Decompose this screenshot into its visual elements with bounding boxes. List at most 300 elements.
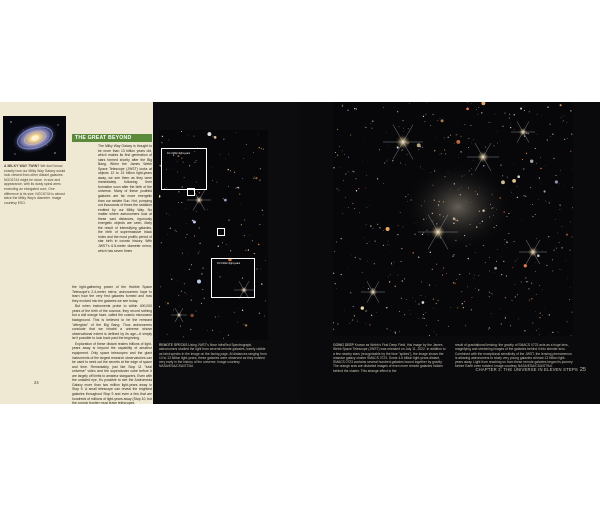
caption-remote-specks xyxy=(159,343,268,369)
star xyxy=(453,282,454,283)
star xyxy=(444,176,445,177)
star xyxy=(464,235,465,236)
star xyxy=(357,321,358,322)
star xyxy=(552,270,553,271)
star xyxy=(335,157,336,158)
star xyxy=(450,135,451,136)
star xyxy=(367,281,368,282)
star xyxy=(401,298,402,299)
star xyxy=(496,225,497,226)
star xyxy=(562,226,563,227)
star xyxy=(220,154,221,155)
star xyxy=(207,330,208,331)
star xyxy=(560,205,561,206)
star xyxy=(559,269,560,270)
star xyxy=(461,187,462,188)
star xyxy=(549,124,550,125)
star xyxy=(166,213,167,214)
star xyxy=(570,222,571,223)
star xyxy=(383,183,384,184)
left-page xyxy=(0,102,300,404)
star xyxy=(526,281,527,282)
star xyxy=(261,283,262,284)
star xyxy=(514,284,515,285)
star xyxy=(509,117,510,118)
star xyxy=(199,192,200,193)
star xyxy=(561,247,562,248)
star xyxy=(529,299,530,300)
star xyxy=(342,213,343,214)
star xyxy=(426,325,427,326)
star xyxy=(492,207,493,208)
star xyxy=(427,102,428,103)
star xyxy=(257,269,258,270)
star xyxy=(388,241,389,242)
star xyxy=(517,186,518,187)
star xyxy=(470,244,471,245)
star xyxy=(399,311,400,312)
star xyxy=(488,329,489,330)
star xyxy=(524,110,525,111)
star xyxy=(259,313,260,314)
star xyxy=(409,103,410,104)
star xyxy=(490,122,491,123)
star xyxy=(333,167,334,168)
star xyxy=(501,319,502,320)
star xyxy=(448,137,449,138)
star xyxy=(555,180,558,183)
star xyxy=(223,338,224,339)
star xyxy=(189,269,190,270)
star xyxy=(262,210,263,211)
star xyxy=(339,146,340,147)
star xyxy=(462,176,463,177)
star xyxy=(167,234,168,235)
star xyxy=(535,148,536,149)
star xyxy=(438,300,439,301)
star xyxy=(556,175,557,176)
star xyxy=(500,197,501,198)
star xyxy=(463,307,464,308)
star xyxy=(337,324,338,325)
star xyxy=(160,286,161,287)
star xyxy=(440,118,441,119)
star xyxy=(425,114,426,115)
star xyxy=(340,167,341,168)
star xyxy=(236,188,237,189)
star xyxy=(434,150,435,151)
sidebar xyxy=(0,102,70,404)
star xyxy=(258,134,259,135)
star xyxy=(354,108,355,109)
star xyxy=(555,219,556,220)
star xyxy=(367,310,368,311)
star xyxy=(365,127,366,128)
star xyxy=(526,153,527,154)
star xyxy=(560,170,561,171)
star xyxy=(469,273,470,274)
star xyxy=(506,276,507,277)
star xyxy=(352,320,353,321)
star xyxy=(454,183,455,184)
star xyxy=(494,267,497,270)
star xyxy=(563,115,564,116)
star xyxy=(450,307,451,308)
star xyxy=(242,310,243,311)
star xyxy=(162,136,163,137)
star xyxy=(512,267,513,268)
star xyxy=(348,207,349,208)
star xyxy=(387,244,388,245)
star xyxy=(515,296,516,297)
star xyxy=(234,312,235,313)
star xyxy=(569,299,570,300)
star xyxy=(457,134,458,135)
star xyxy=(485,262,486,263)
star xyxy=(502,126,503,127)
star xyxy=(234,172,235,173)
inset-marker-b xyxy=(217,228,225,236)
star xyxy=(456,140,460,144)
star xyxy=(517,259,518,260)
star xyxy=(371,128,372,129)
star xyxy=(444,149,445,150)
star xyxy=(167,334,168,335)
star xyxy=(236,132,237,133)
star xyxy=(367,261,368,262)
star xyxy=(258,244,259,245)
star xyxy=(242,178,243,179)
star xyxy=(440,154,441,155)
star xyxy=(375,241,376,242)
star xyxy=(434,170,435,171)
star xyxy=(341,274,342,275)
star xyxy=(504,112,505,113)
star xyxy=(356,190,357,191)
star xyxy=(438,205,439,206)
star xyxy=(432,213,433,214)
star xyxy=(348,157,349,158)
star xyxy=(354,315,355,316)
star xyxy=(520,108,522,110)
star xyxy=(500,165,501,166)
star xyxy=(489,216,490,217)
star xyxy=(572,187,573,188)
star xyxy=(176,231,177,232)
caption-going-deep-continued: result of gravitational lensing: the gravity of SMACS 0723 acts as a huge lens, magnifying and stretching images of the galaxies behind it into slender arcs. Combined with the exceptional sensitivity of the JWST, the lensing phenomenon is allowing astronomers to study very young galaxies at least 13 billion light-years away. Light from reaching us from these remote galaxies began its journey before Earth even existed. Image courtesy NASA/ESA/CSA/STScI. xyxy=(455,343,573,369)
star xyxy=(339,190,340,191)
star xyxy=(337,154,338,155)
star xyxy=(228,154,229,155)
star xyxy=(187,234,188,235)
star xyxy=(254,253,255,254)
star xyxy=(198,253,199,254)
star xyxy=(168,214,169,215)
star xyxy=(341,238,342,239)
star xyxy=(510,325,511,326)
star xyxy=(403,128,404,129)
star xyxy=(432,220,433,221)
star xyxy=(504,239,505,240)
star xyxy=(514,114,515,115)
star xyxy=(222,242,223,243)
star xyxy=(500,141,501,142)
star xyxy=(208,210,209,211)
star xyxy=(376,312,377,313)
star xyxy=(455,220,456,221)
star xyxy=(443,267,444,268)
star xyxy=(489,271,490,272)
star xyxy=(473,140,474,141)
star xyxy=(404,314,405,315)
star xyxy=(390,275,391,276)
star xyxy=(475,288,476,289)
star xyxy=(418,257,419,258)
star xyxy=(426,218,427,219)
star xyxy=(335,152,336,153)
star xyxy=(197,191,198,192)
star xyxy=(438,320,439,321)
star xyxy=(436,334,437,335)
star xyxy=(184,292,185,293)
star xyxy=(181,291,182,292)
sidebar-caption-body-2: One difference is its size. NGC6744 is almost twice the Milky Way's diameter. Image courtesy ESO. xyxy=(4,186,65,205)
star xyxy=(362,161,363,162)
star xyxy=(529,111,530,112)
star xyxy=(405,196,406,197)
star xyxy=(422,318,423,319)
star xyxy=(571,133,572,134)
star xyxy=(561,269,562,270)
star xyxy=(214,136,217,139)
star xyxy=(384,163,385,164)
star xyxy=(353,171,354,172)
star xyxy=(523,195,524,196)
star xyxy=(540,313,541,314)
star xyxy=(204,298,205,299)
star xyxy=(352,171,353,172)
star xyxy=(228,335,229,336)
star xyxy=(422,234,423,235)
star xyxy=(199,243,200,244)
star xyxy=(404,278,405,279)
star xyxy=(175,230,176,231)
star xyxy=(424,121,425,122)
star xyxy=(437,137,438,138)
star xyxy=(355,178,356,179)
star xyxy=(202,267,203,268)
star xyxy=(259,179,260,180)
star xyxy=(571,236,572,237)
star xyxy=(458,154,459,155)
star xyxy=(546,265,547,266)
star xyxy=(454,283,455,284)
star xyxy=(549,314,550,315)
star xyxy=(467,287,468,288)
star xyxy=(361,306,364,309)
star xyxy=(459,274,460,275)
star xyxy=(422,301,425,304)
star xyxy=(456,134,457,135)
star xyxy=(522,159,523,160)
star xyxy=(485,147,486,148)
star xyxy=(564,139,565,140)
star xyxy=(230,250,231,251)
star xyxy=(423,314,424,315)
star xyxy=(512,300,513,301)
star xyxy=(424,201,425,202)
star xyxy=(403,131,404,132)
star xyxy=(442,275,443,276)
star xyxy=(362,272,363,273)
star xyxy=(539,177,540,178)
star xyxy=(397,111,398,112)
star xyxy=(244,235,245,236)
star xyxy=(377,179,378,180)
star xyxy=(500,309,501,310)
star xyxy=(473,160,474,161)
star xyxy=(345,174,346,175)
star xyxy=(471,168,472,169)
spiral-galaxy-illustration xyxy=(3,116,66,161)
star xyxy=(433,308,434,309)
star xyxy=(552,332,553,333)
star xyxy=(549,202,550,203)
star xyxy=(472,103,473,104)
star xyxy=(492,294,493,295)
star xyxy=(448,172,449,173)
star xyxy=(560,209,561,210)
star xyxy=(394,262,395,263)
star xyxy=(465,325,466,326)
inset-label-a: 10.1 billion light-years xyxy=(167,152,191,155)
star xyxy=(454,254,455,255)
star xyxy=(367,243,368,244)
star xyxy=(429,284,430,285)
star xyxy=(488,122,489,123)
star xyxy=(506,242,507,243)
star xyxy=(402,280,403,281)
page-number-left: 24 xyxy=(34,380,39,385)
star xyxy=(423,232,424,233)
star xyxy=(379,149,380,150)
star xyxy=(255,177,257,179)
star xyxy=(489,292,490,293)
star xyxy=(446,273,447,274)
star xyxy=(216,182,217,183)
star xyxy=(223,198,224,199)
star xyxy=(508,233,509,234)
star xyxy=(471,309,472,310)
star xyxy=(572,207,573,208)
star xyxy=(395,333,396,334)
star xyxy=(193,221,196,224)
star xyxy=(469,170,470,171)
star xyxy=(191,296,192,297)
star xyxy=(506,216,507,217)
deep-field-stars xyxy=(333,102,573,336)
star xyxy=(425,297,426,298)
star xyxy=(190,329,191,330)
star xyxy=(181,202,182,203)
star xyxy=(212,180,213,181)
star xyxy=(517,175,520,178)
star xyxy=(377,178,378,179)
star xyxy=(452,255,453,256)
star xyxy=(403,227,404,228)
star xyxy=(441,153,442,154)
star xyxy=(457,279,458,280)
star xyxy=(422,147,423,148)
star xyxy=(354,208,355,209)
star xyxy=(383,230,384,231)
star xyxy=(477,194,478,195)
star xyxy=(457,220,458,221)
star xyxy=(388,146,389,147)
star xyxy=(413,252,414,253)
star xyxy=(170,215,171,216)
star xyxy=(474,275,475,276)
star xyxy=(178,202,179,203)
star xyxy=(491,313,492,314)
caption-lead: REMOTE SPECKS xyxy=(159,343,188,347)
star xyxy=(220,332,221,333)
star xyxy=(252,240,253,241)
star xyxy=(542,315,543,316)
star xyxy=(356,109,357,110)
star xyxy=(249,235,250,236)
star xyxy=(420,167,421,168)
star xyxy=(539,335,540,336)
star xyxy=(507,177,508,178)
star xyxy=(562,121,563,122)
star xyxy=(468,147,469,148)
star xyxy=(505,297,506,298)
star xyxy=(353,306,354,307)
star xyxy=(532,322,533,323)
star xyxy=(166,302,167,303)
star xyxy=(443,201,444,202)
star xyxy=(466,107,469,110)
star xyxy=(372,120,373,121)
star xyxy=(193,136,194,137)
star xyxy=(334,251,335,252)
star xyxy=(182,253,183,254)
star xyxy=(183,336,184,337)
star xyxy=(434,331,435,332)
star xyxy=(379,227,380,228)
star xyxy=(336,288,337,289)
star xyxy=(241,224,242,225)
star xyxy=(383,245,384,246)
star xyxy=(407,154,408,155)
star xyxy=(535,214,536,215)
star xyxy=(260,168,261,169)
star xyxy=(471,174,472,175)
star xyxy=(371,315,372,316)
star xyxy=(237,322,238,323)
star xyxy=(415,301,416,302)
star xyxy=(561,117,562,118)
star xyxy=(167,302,169,304)
star xyxy=(366,175,367,176)
star xyxy=(230,170,231,171)
star xyxy=(395,286,396,287)
star xyxy=(263,214,264,215)
star xyxy=(161,142,162,143)
galaxy-photo xyxy=(3,116,66,161)
star xyxy=(344,154,345,155)
